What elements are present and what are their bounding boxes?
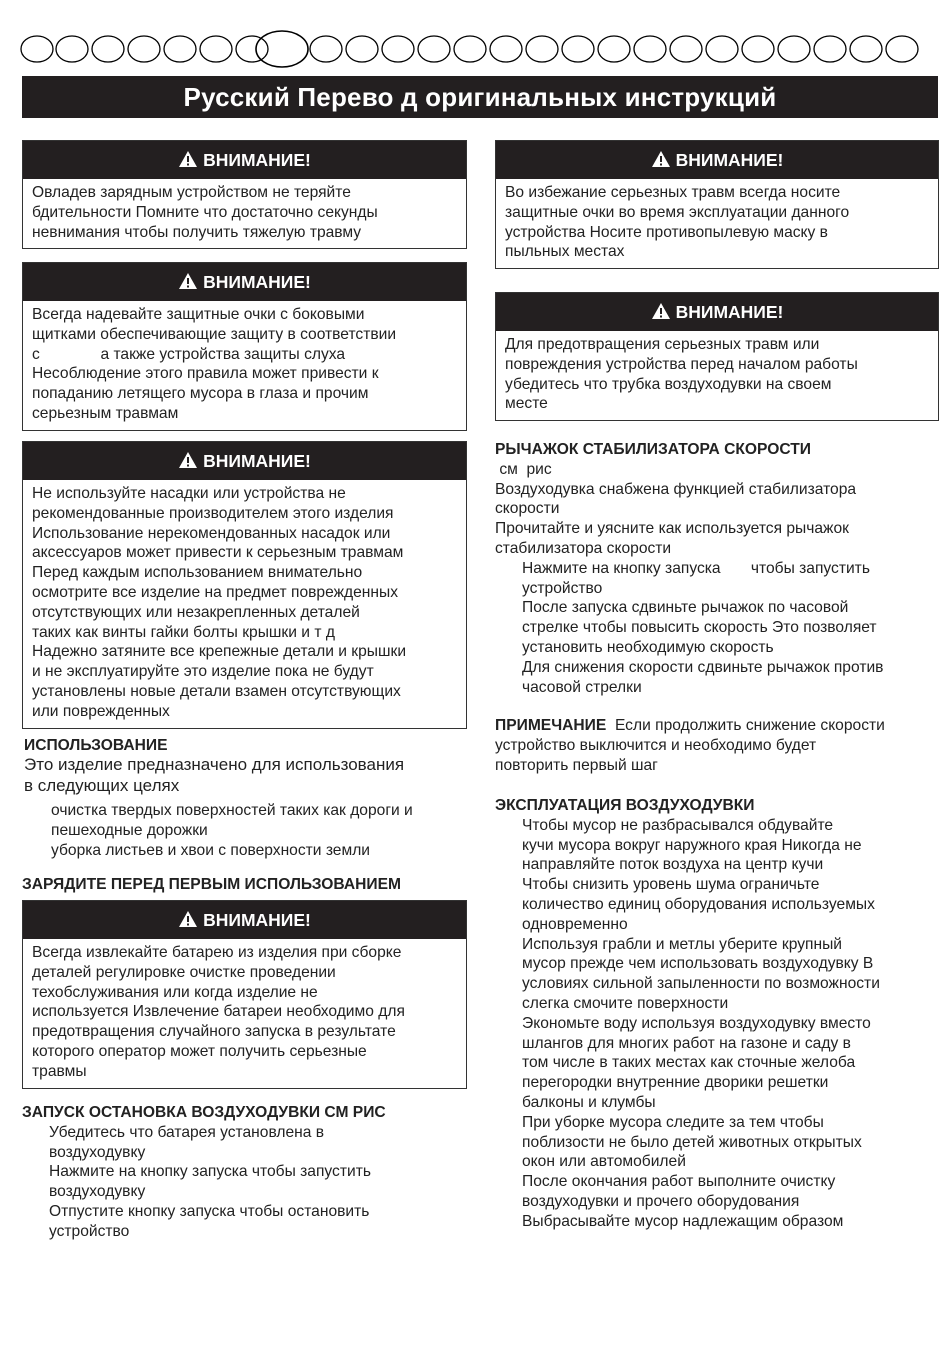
note-text: Если продолжить снижение скорости xyxy=(606,717,885,734)
list-item: стрелке чтобы повысить скорость Это позволяет xyxy=(522,619,877,637)
list-item: При уборке мусора следите за тем чтобы xyxy=(522,1113,824,1131)
warning-header xyxy=(23,263,466,301)
list-item: балконы и клумбы xyxy=(522,1093,656,1111)
list-item: Экономьте воду используя воздуходувку вместо xyxy=(522,1014,871,1032)
list-item: поблизости не было детей животных открытых xyxy=(522,1133,862,1151)
warning-box-tube xyxy=(495,292,939,421)
list-item: Для снижения скорости сдвиньте рычажок против xyxy=(522,658,884,676)
lever-steps xyxy=(495,559,940,698)
list-item: устройство xyxy=(49,1222,130,1240)
list-item: шлангов для многих работ на газоне и саду в xyxy=(522,1034,851,1052)
warning-header xyxy=(496,293,938,331)
warning-label: ВНИМАНИЕ! xyxy=(203,272,311,292)
speed-lever-section xyxy=(495,440,940,697)
list-item: часовой стрелки xyxy=(522,678,642,696)
page-title-banner: Русский Перево д оригинальных инструкций xyxy=(22,76,938,118)
warning-text: Овладев зарядным устройством не теряйте бдительности Помните что достаточно секунды невнимания чтобы получить тяжелую травму xyxy=(32,184,378,241)
list-item: слегка смочите поверхности xyxy=(522,994,729,1012)
operation-section xyxy=(495,796,940,1232)
list-item: воздуходувки и прочего оборудования xyxy=(522,1192,800,1210)
section-heading-speed-lever: РЫЧАЖОК СТАБИЛИЗАТОРА СКОРОСТИ xyxy=(495,441,811,458)
warning-box-charger xyxy=(22,140,467,249)
warning-triangle-icon xyxy=(178,150,198,168)
note-label: ПРИМЕЧАНИЕ xyxy=(495,717,607,734)
list-item: Нажмите на кнопку запуска чтобы запустить xyxy=(522,559,870,577)
list-item: Отпустите кнопку запуска чтобы остановить xyxy=(49,1202,370,1220)
warning-box-goggles xyxy=(22,262,467,431)
warning-label: ВНИМАНИЕ! xyxy=(675,302,784,322)
lever-text: Прочитайте и уясните как используется рычажок xyxy=(495,520,849,538)
lever-text: стабилизатора скорости xyxy=(495,539,672,557)
list-item: Нажмите на кнопку запуска чтобы запустить xyxy=(49,1163,371,1181)
warning-header xyxy=(23,141,466,179)
list-item: очистка твердых поверхностей таких как дороги и xyxy=(51,802,413,819)
list-item: воздуходувку xyxy=(49,1143,146,1161)
list-item: условиях сильной запыленности по возможности xyxy=(522,975,880,993)
warning-label: ВНИМАНИЕ! xyxy=(203,150,311,170)
list-item: устройство xyxy=(522,579,603,597)
list-item: Убедитесь что батарея установлена в xyxy=(49,1123,325,1141)
list-item: уборка листьев и хвои с поверхности земли xyxy=(51,841,371,859)
start-stop-list xyxy=(22,1123,467,1242)
warning-text: Всегда надевайте защитные очки с боковыми щитками обеспечивающие защиту в соответствии с а также устройства защиты слуха Несоблюдение этого правила может привести к попаданию летящего мусора в глаза и прочим серьезным травмам xyxy=(32,306,397,422)
usage-section xyxy=(24,737,469,860)
warning-header xyxy=(496,141,938,179)
warning-box-attachments xyxy=(22,441,467,729)
section-heading-charge: ЗАРЯДИТЕ ПЕРЕД ПЕРВЫМ ИСПОЛЬЗОВАНИЕМ xyxy=(22,876,402,893)
list-item: направляйте поток воздуха на центр кучи xyxy=(522,856,824,874)
list-item: Используя грабли и метлы уберите крупный xyxy=(522,935,842,953)
note-section xyxy=(495,716,940,775)
note-text: устройство выключится и необходимо будет xyxy=(495,736,817,754)
list-item: После запуска сдвиньте рычажок по часовой xyxy=(522,599,849,617)
warning-triangle-icon xyxy=(178,451,198,469)
list-item: окон или автомобилей xyxy=(522,1153,686,1171)
operation-list xyxy=(495,816,940,1232)
warning-text: Для предотвращения серьезных травм или повреждения устройства перед началом работы убедитесь что трубка воздуходувки на своем месте xyxy=(505,336,858,413)
list-item: Чтобы снизить уровень шума ограничьте xyxy=(522,876,820,894)
list-item: установить необходимую скорость xyxy=(522,638,774,656)
language-tab-strip xyxy=(20,30,938,68)
start-stop-section xyxy=(22,1103,467,1242)
usage-intro: Это изделие предназначено для использования в следующих целях xyxy=(24,755,405,795)
list-item: одновременно xyxy=(522,915,628,933)
warning-triangle-icon xyxy=(651,150,671,168)
warning-header xyxy=(23,442,466,480)
warning-box-battery xyxy=(22,900,467,1089)
lever-fig-ref: см рис xyxy=(495,460,552,478)
warning-label: ВНИМАНИЕ! xyxy=(675,150,784,170)
warning-triangle-icon xyxy=(178,272,198,290)
warning-triangle-icon xyxy=(651,302,671,320)
warning-label: ВНИМАНИЕ! xyxy=(203,910,311,930)
section-heading-usage: ИСПОЛЬЗОВАНИЕ xyxy=(24,737,168,754)
usage-list xyxy=(24,801,469,860)
list-item: Чтобы мусор не разбрасывался обдувайте xyxy=(522,816,834,834)
list-item: мусор прежде чем использовать воздуходувку В xyxy=(522,955,874,973)
lever-text: Воздуходувка снабжена функцией стабилизатора xyxy=(495,480,857,498)
section-heading-operation: ЭКСПЛУАТАЦИЯ ВОЗДУХОДУВКИ xyxy=(495,797,755,814)
warning-text: Во избежание серьезных травм всегда носите защитные очки во время эксплуатации данного устройства Носите противопылевую маску в пыльных местах xyxy=(505,184,850,261)
list-item: том числе в таких местах как сточные желоба xyxy=(522,1054,856,1072)
list-item: воздуходувку xyxy=(49,1183,146,1201)
list-item: количество единиц оборудования используемых xyxy=(522,895,875,913)
section-heading-start-stop: ЗАПУСК ОСТАНОВКА ВОЗДУХОДУВКИ СМ РИС xyxy=(22,1104,386,1121)
warning-text: Не используйте насадки или устройства не рекомендованные производителем этого изделия Использование нерекомендованных насадок или аксессуаров может привести к серьезным травмам Перед каждым использованием внимательно осмотрите все изделие на предмет поврежденных отсутствующих или незакрепленных деталей таких как винты гайки болты крышки и т д Надежно затяните все крепежные детали и крышки и не эксплуатируйте это изделие пока не будут установлены новые детали взамен отсутствующих или поврежденных xyxy=(32,485,407,720)
list-item: перегородки внутренние дворики решетки xyxy=(522,1074,829,1092)
warning-header xyxy=(23,901,466,939)
warning-label: ВНИМАНИЕ! xyxy=(203,451,311,471)
lever-text: скорости xyxy=(495,500,560,518)
note-text: повторить первый шаг xyxy=(495,756,658,774)
list-item: После окончания работ выполните очистку xyxy=(522,1173,836,1191)
list-item: пешеходные дорожки xyxy=(51,821,208,839)
warning-triangle-icon xyxy=(178,910,198,928)
warning-box-eye-protection xyxy=(495,140,939,269)
list-item: Выбрасывайте мусор надлежащим образом xyxy=(522,1212,844,1230)
list-item: кучи мусора вокруг наружного края Никогда не xyxy=(522,836,862,854)
warning-text: Всегда извлекайте батарею из изделия при сборке деталей регулировке очистке проведении техобслуживания или когда изделие не используется Извлечение батареи необходимо для предотвращения случайного запуска в результате которого оператор может получить серьезные травмы xyxy=(32,944,405,1080)
